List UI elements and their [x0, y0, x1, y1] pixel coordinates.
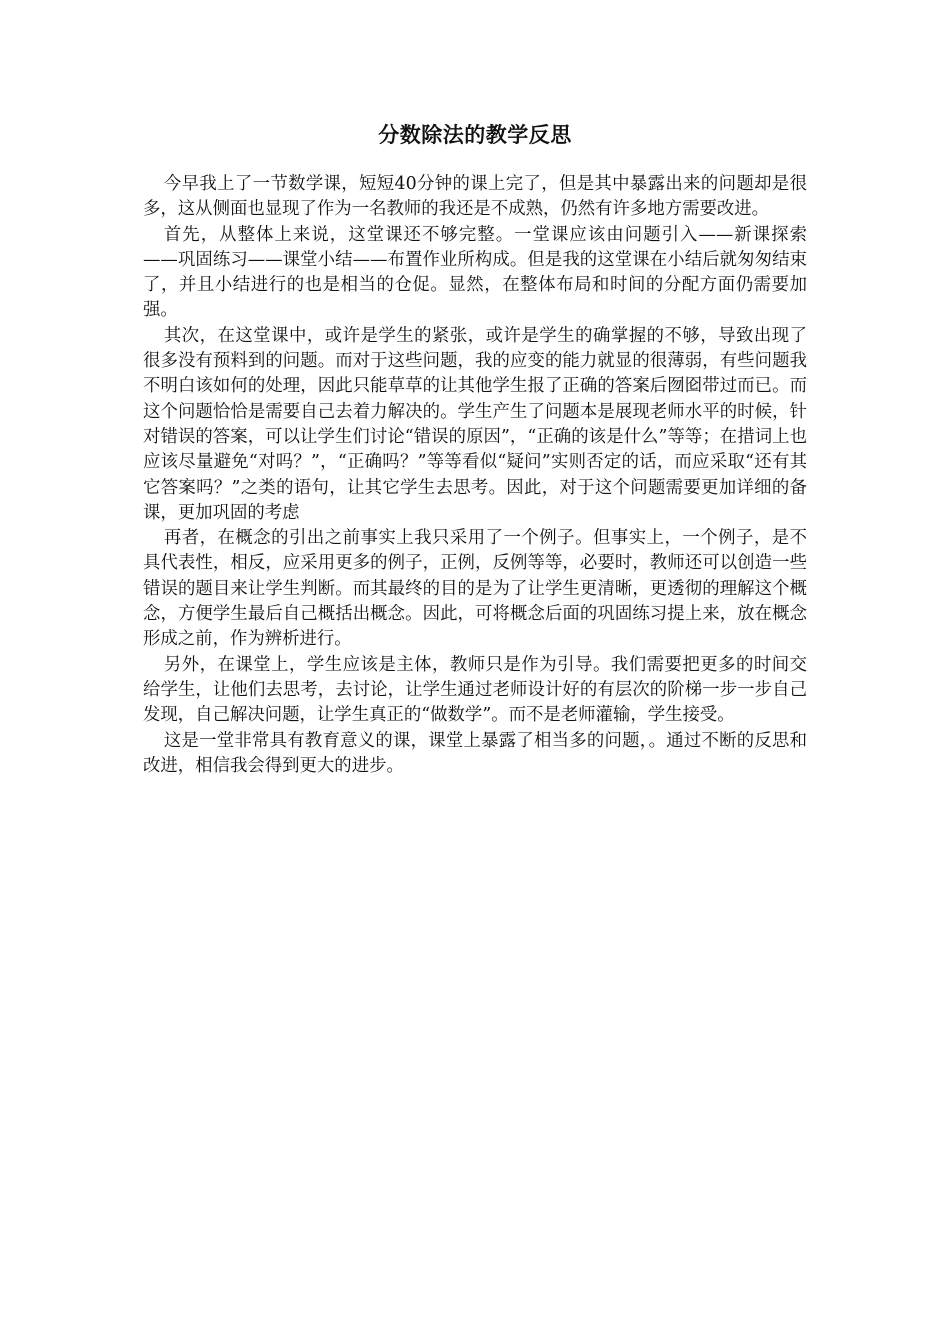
- document-title: 分数除法的教学反思: [378, 123, 572, 147]
- paragraph: 另外，在课堂上，学生应该是主体，教师只是作为引导。我们需要把更多的时间交给学生，让他们去思考，去讨论，让学生通过老师设计好的有层次的阶梯一步一步自己发现，自己解决问题，让学生真正的“做数学”。而不是老师灌输，学生接受。: [143, 654, 807, 726]
- paragraph: 其次，在这堂课中，或许是学生的紧张，或许是学生的确掌握的不够，导致出现了很多没有预料到的问题。而对于这些问题，我的应变的能力就显的很薄弱，有些问题我不明白该如何的处理，因此只能草草的让其他学生报了正确的答案后囫囵带过而已。而这个问题恰恰是需要自己去着力解决的。学生产生了问题本是展现老师水平的时候，针对错误的答案，可以让学生们讨论“错误的原因”，“正确的该是什么”等等；在措词上也应该尽量避免“对吗？”，“正确吗？”等等看似“疑问”实则否定的话，而应采取“还有其它答案吗？”之类的语句，让其它学生去思考。因此，对于这个问题需要更加详细的备课，更加巩固的考虑: [143, 325, 807, 523]
- document-body: [143, 172, 807, 779]
- paragraph: 今早我上了一节数学课，短短40分钟的课上完了，但是其中暴露出来的问题却是很多，这从侧面也显现了作为一名教师的我还是不成熟，仍然有许多地方需要改进。: [143, 174, 807, 220]
- paragraph: 这是一堂非常具有教育意义的课，课堂上暴露了相当多的问题，。通过不断的反思和改进，相信我会得到更大的进步。: [143, 730, 807, 776]
- paragraph: 首先，从整体上来说，这堂课还不够完整。一堂课应该由问题引入——新课探索——巩固练习——课堂小结——布置作业所构成。但是我的这堂课在小结后就匆匆结束了，并且小结进行的也是相当的仓促。显然，在整体布局和时间的分配方面仍需要加强。: [143, 224, 807, 321]
- paragraph: 再者，在概念的引出之前事实上我只采用了一个例子。但事实上，一个例子，是不具代表性，相反，应采用更多的例子，正例，反例等等，必要时，教师还可以创造一些错误的题目来让学生判断。而其最终的目的是为了让学生更清晰，更透彻的理解这个概念，方便学生最后自己概括出概念。因此，可将概念后面的巩固练习提上来，放在概念形成之前，作为辨析进行。: [143, 528, 807, 650]
